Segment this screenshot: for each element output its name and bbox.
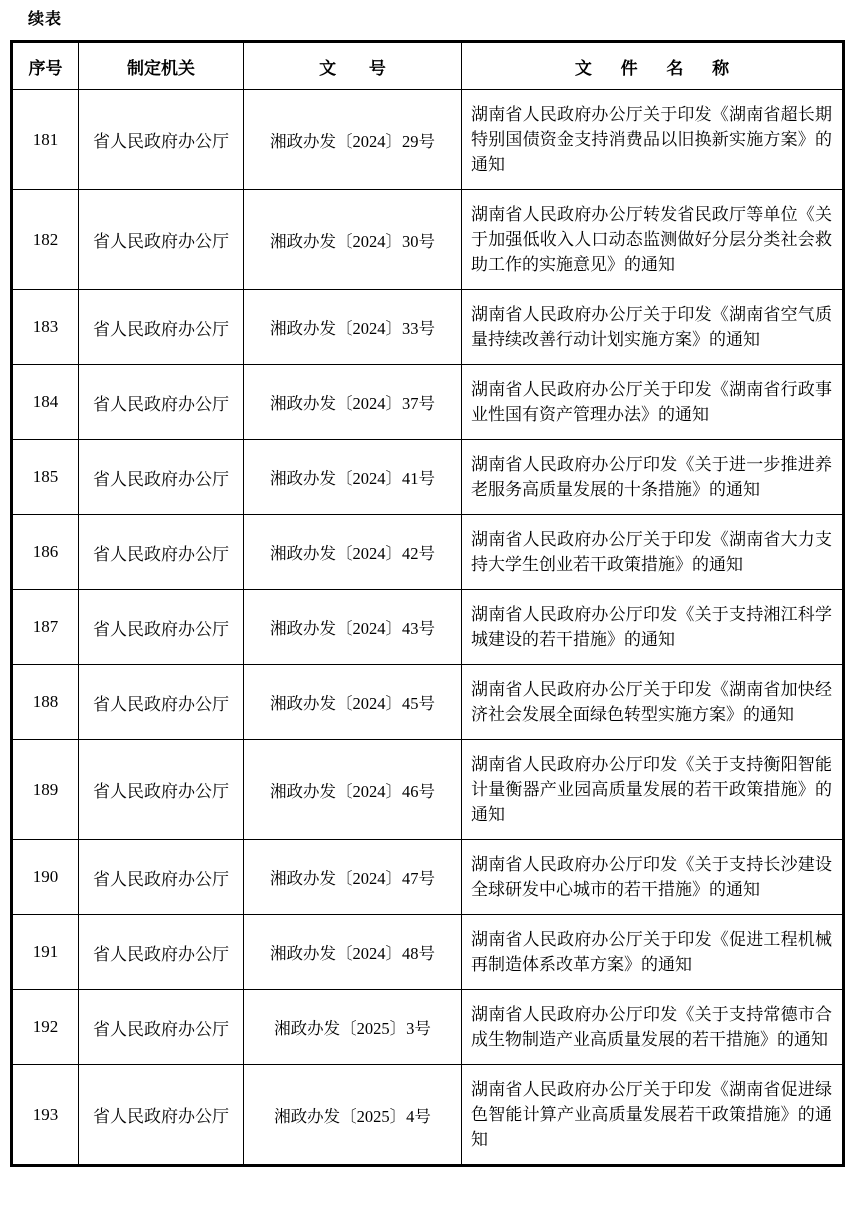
cell-issuing-agency: 省人民政府办公厅 bbox=[79, 90, 244, 190]
cell-issuing-agency: 省人民政府办公厅 bbox=[79, 915, 244, 990]
cell-serial-number: 189 bbox=[12, 740, 79, 840]
cell-issuing-agency: 省人民政府办公厅 bbox=[79, 740, 244, 840]
table-row bbox=[12, 740, 844, 840]
table-row bbox=[12, 915, 844, 990]
table-row bbox=[12, 440, 844, 515]
table-row bbox=[12, 590, 844, 665]
cell-issuing-agency: 省人民政府办公厅 bbox=[79, 990, 244, 1065]
cell-document-title: 湖南省人民政府办公厅转发省民政厅等单位《关于加强低收入人口动态监测做好分层分类社会救助工作的实施意见》的通知 bbox=[462, 190, 844, 290]
table-row bbox=[12, 190, 844, 290]
cell-document-number: 湘政办发〔2024〕29号 bbox=[244, 90, 462, 190]
cell-issuing-agency: 省人民政府办公厅 bbox=[79, 290, 244, 365]
cell-serial-number: 191 bbox=[12, 915, 79, 990]
cell-issuing-agency: 省人民政府办公厅 bbox=[79, 590, 244, 665]
cell-document-title: 湖南省人民政府办公厅关于印发《促进工程机械再制造体系改革方案》的通知 bbox=[462, 915, 844, 990]
header-serial-number: 序号 bbox=[12, 42, 79, 90]
cell-issuing-agency: 省人民政府办公厅 bbox=[79, 365, 244, 440]
cell-serial-number: 184 bbox=[12, 365, 79, 440]
cell-serial-number: 186 bbox=[12, 515, 79, 590]
cell-issuing-agency: 省人民政府办公厅 bbox=[79, 1065, 244, 1166]
cell-issuing-agency: 省人民政府办公厅 bbox=[79, 665, 244, 740]
cell-document-title: 湖南省人民政府办公厅印发《关于支持长沙建设全球研发中心城市的若干措施》的通知 bbox=[462, 840, 844, 915]
cell-serial-number: 190 bbox=[12, 840, 79, 915]
cell-document-number: 湘政办发〔2024〕43号 bbox=[244, 590, 462, 665]
cell-document-number: 湘政办发〔2024〕47号 bbox=[244, 840, 462, 915]
cell-document-number: 湘政办发〔2024〕46号 bbox=[244, 740, 462, 840]
cell-document-number: 湘政办发〔2025〕4号 bbox=[244, 1065, 462, 1166]
header-issuing-agency: 制定机关 bbox=[79, 42, 244, 90]
cell-document-title: 湖南省人民政府办公厅关于印发《湖南省促进绿色智能计算产业高质量发展若干政策措施》的通知 bbox=[462, 1065, 844, 1166]
table-row bbox=[12, 290, 844, 365]
table-body bbox=[12, 90, 844, 1166]
cell-document-number: 湘政办发〔2024〕42号 bbox=[244, 515, 462, 590]
cell-document-number: 湘政办发〔2024〕48号 bbox=[244, 915, 462, 990]
table-row bbox=[12, 990, 844, 1065]
cell-document-number: 湘政办发〔2025〕3号 bbox=[244, 990, 462, 1065]
cell-issuing-agency: 省人民政府办公厅 bbox=[79, 440, 244, 515]
table-row bbox=[12, 840, 844, 915]
header-document-number: 文 号 bbox=[244, 42, 462, 90]
cell-serial-number: 182 bbox=[12, 190, 79, 290]
table-header bbox=[12, 42, 844, 90]
cell-serial-number: 183 bbox=[12, 290, 79, 365]
header-row bbox=[12, 42, 844, 90]
cell-document-title: 湖南省人民政府办公厅关于印发《湖南省行政事业性国有资产管理办法》的通知 bbox=[462, 365, 844, 440]
cell-document-title: 湖南省人民政府办公厅关于印发《湖南省大力支持大学生创业若干政策措施》的通知 bbox=[462, 515, 844, 590]
cell-document-number: 湘政办发〔2024〕41号 bbox=[244, 440, 462, 515]
cell-serial-number: 188 bbox=[12, 665, 79, 740]
table-row bbox=[12, 1065, 844, 1166]
document-list-table bbox=[10, 40, 845, 1167]
cell-document-number: 湘政办发〔2024〕33号 bbox=[244, 290, 462, 365]
cell-document-number: 湘政办发〔2024〕45号 bbox=[244, 665, 462, 740]
table-row bbox=[12, 665, 844, 740]
cell-serial-number: 187 bbox=[12, 590, 79, 665]
cell-document-title: 湖南省人民政府办公厅关于印发《湖南省超长期特别国债资金支持消费品以旧换新实施方案》的通知 bbox=[462, 90, 844, 190]
cell-document-title: 湖南省人民政府办公厅印发《关于支持常德市合成生物制造产业高质量发展的若干措施》的通知 bbox=[462, 990, 844, 1065]
cell-document-title: 湖南省人民政府办公厅印发《关于支持湘江科学城建设的若干措施》的通知 bbox=[462, 590, 844, 665]
cell-document-title: 湖南省人民政府办公厅关于印发《湖南省空气质量持续改善行动计划实施方案》的通知 bbox=[462, 290, 844, 365]
cell-document-number: 湘政办发〔2024〕37号 bbox=[244, 365, 462, 440]
cell-issuing-agency: 省人民政府办公厅 bbox=[79, 190, 244, 290]
header-document-title: 文 件 名 称 bbox=[462, 42, 844, 90]
table-row bbox=[12, 515, 844, 590]
table-row bbox=[12, 365, 844, 440]
cell-document-title: 湖南省人民政府办公厅印发《关于进一步推进养老服务高质量发展的十条措施》的通知 bbox=[462, 440, 844, 515]
continued-table-label: 续表 bbox=[28, 11, 63, 28]
cell-document-title: 湖南省人民政府办公厅印发《关于支持衡阳智能计量衡器产业园高质量发展的若干政策措施》的通知 bbox=[462, 740, 844, 840]
table-row bbox=[12, 90, 844, 190]
cell-serial-number: 192 bbox=[12, 990, 79, 1065]
cell-issuing-agency: 省人民政府办公厅 bbox=[79, 515, 244, 590]
cell-issuing-agency: 省人民政府办公厅 bbox=[79, 840, 244, 915]
cell-serial-number: 193 bbox=[12, 1065, 79, 1166]
cell-serial-number: 181 bbox=[12, 90, 79, 190]
cell-document-number: 湘政办发〔2024〕30号 bbox=[244, 190, 462, 290]
cell-serial-number: 185 bbox=[12, 440, 79, 515]
cell-document-title: 湖南省人民政府办公厅关于印发《湖南省加快经济社会发展全面绿色转型实施方案》的通知 bbox=[462, 665, 844, 740]
